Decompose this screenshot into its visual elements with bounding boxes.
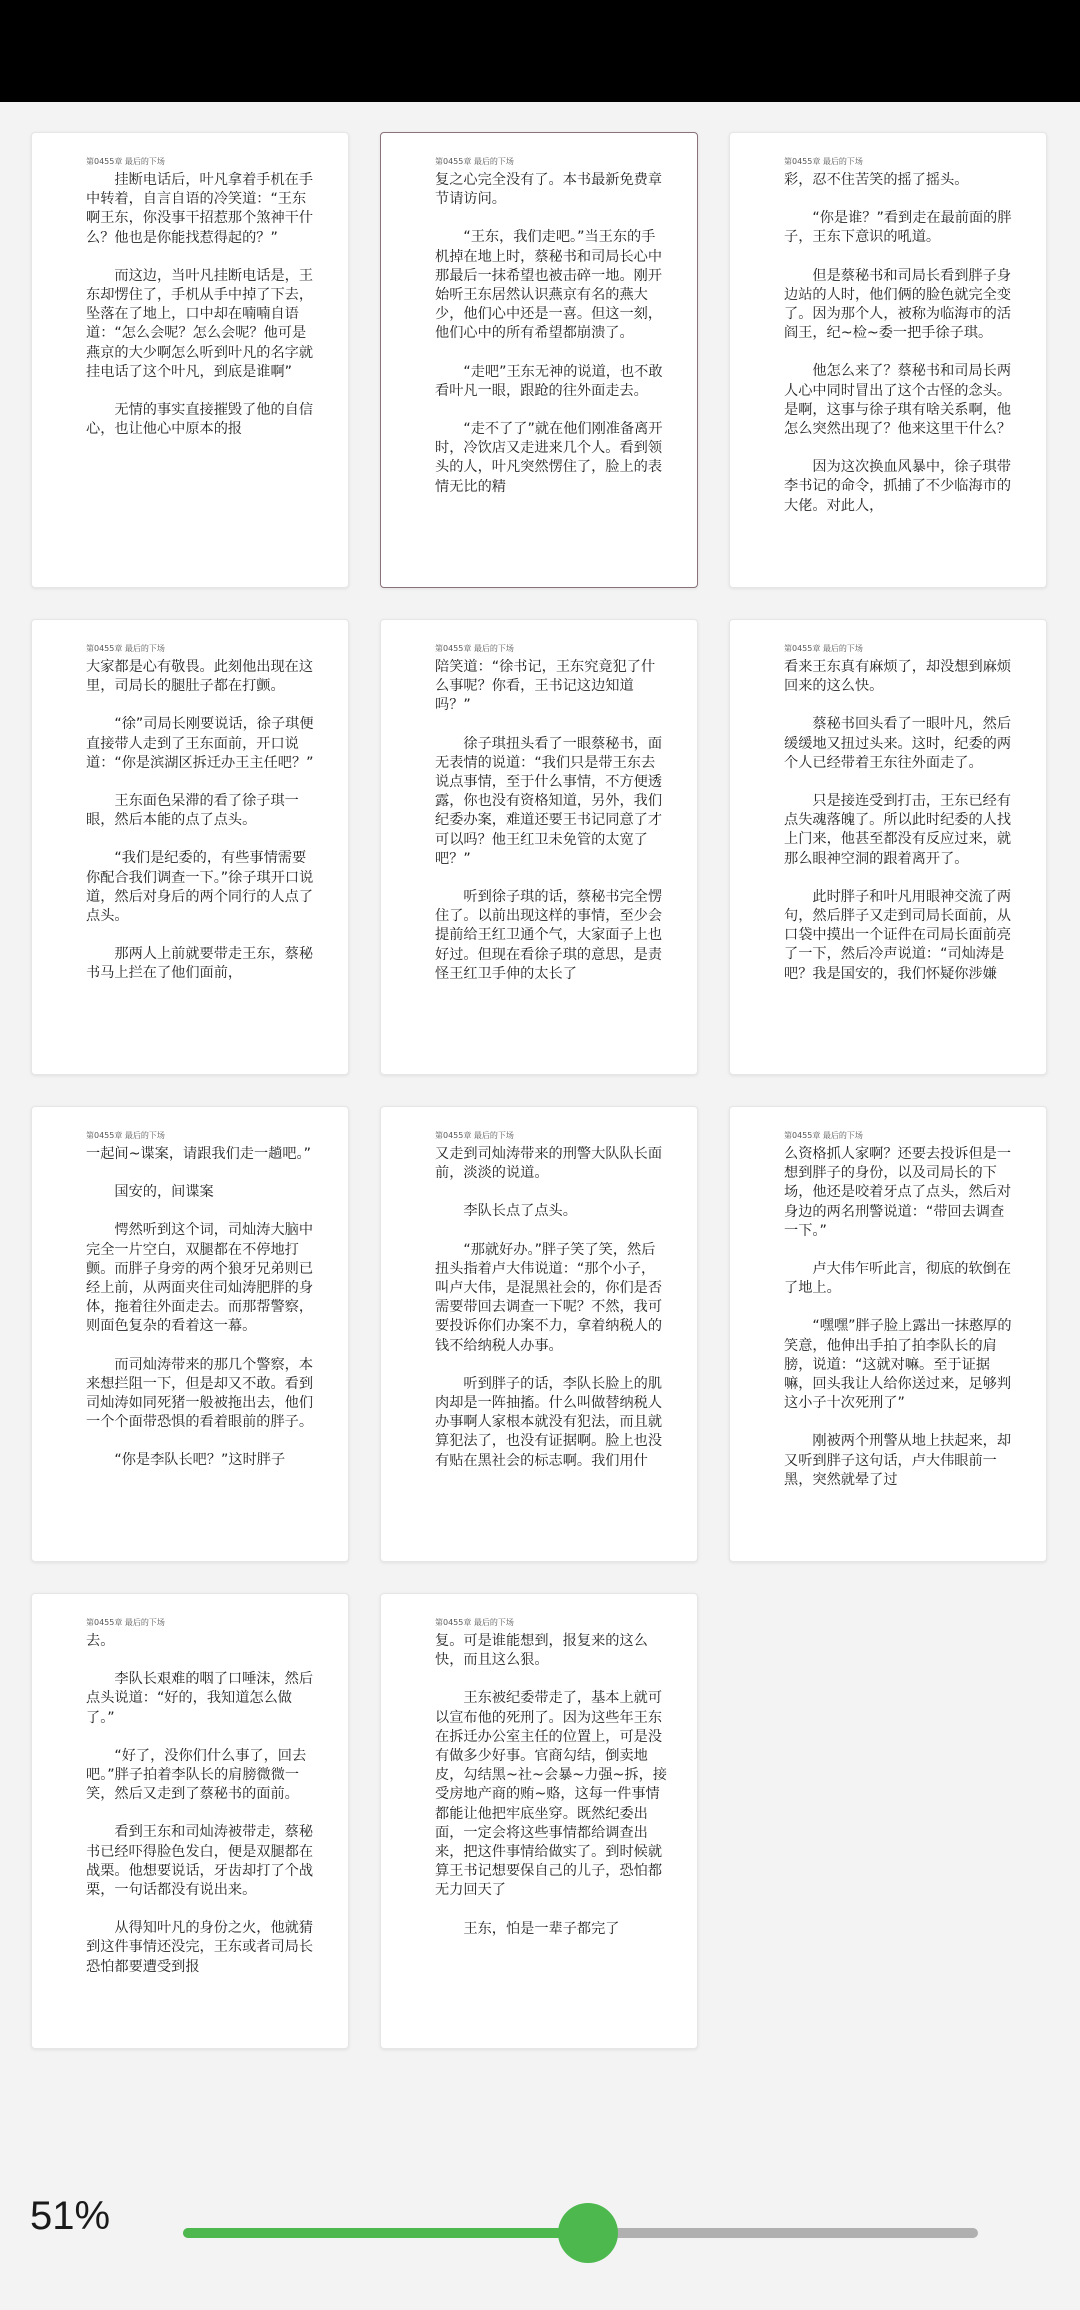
chapter-header: 第0455章 最后的下场 <box>435 1131 514 1140</box>
paragraph: 而司灿涛带来的那几个警察，本来想拦阻一下，但是却又不敢。看到司灿涛如同死猪一般被拖出去，他们一个个面带恐惧的看着眼前的胖子。 <box>86 1356 314 1431</box>
paragraph: 王东面色呆滞的看了徐子琪一眼，然后本能的点了点头。 <box>86 793 299 829</box>
paragraph: 王东，怕是一辈子都完了 <box>463 1920 620 1937</box>
paragraph: 又走到司灿涛带来的刑警大队队长面前，淡淡的说道。 <box>435 1146 663 1182</box>
page-thumbnail[interactable] <box>380 1106 698 1562</box>
page-thumbnail[interactable] <box>31 1593 349 2049</box>
paragraph: “你是李队长吧？”这时胖子 <box>114 1452 286 1469</box>
chapter-header: 第0455章 最后的下场 <box>86 644 165 653</box>
chapter-header: 第0455章 最后的下场 <box>435 157 514 166</box>
paragraph: “你是谁？”看到走在最前面的胖子，王东下意识的吼道。 <box>784 210 1012 246</box>
page-text <box>784 171 1016 579</box>
paragraph: 卢大伟乍听此言，彻底的软倒在了地上。 <box>784 1261 1012 1297</box>
page-text <box>784 658 1016 1066</box>
paragraph: 李队长艰难的咽了口唾沫，然后点头说道：“好的，我知道怎么做了。” <box>86 1671 314 1726</box>
paragraph: 从得知叶凡的身份之火，他就猜到这件事情还没完，王东或者司局长恐怕都要遭受到报 <box>86 1920 314 1975</box>
paragraph: “走吧”王东无神的说道，也不敢看叶凡一眼，跟跄的往外面走去。 <box>435 363 663 399</box>
paragraph: “徐”司局长刚要说话，徐子琪便直接带人走到了王东面前，开口说道：“你是滨湖区拆迁办王主任吧？” <box>86 716 314 771</box>
paragraph: 陪笑道：“徐书记，王东究竟犯了什么事呢？你看，王书记这边知道吗？” <box>435 659 656 714</box>
paragraph: 李队长点了点头。 <box>463 1203 577 1220</box>
paragraph: 彩，忍不住苦笑的摇了摇头。 <box>784 172 969 188</box>
page-text <box>86 171 318 579</box>
page-thumbnail[interactable] <box>380 619 698 1075</box>
paragraph: 国安的，间谍案 <box>114 1184 214 1201</box>
paragraph: “嘿嘿”胖子脸上露出一抹憨厚的笑意，他伸出手拍了拍李队长的肩膀，说道：“这就对嘛。至于证据嘛，回头我让人给你送过来，足够判这小子十次死刑了” <box>784 1318 1012 1412</box>
page-thumbnail[interactable] <box>380 1593 698 2049</box>
paragraph: “那就好办。”胖子笑了笑，然后扭头指着卢大伟说道：“那个小子，叫卢大伟，是混黑社会的，你们是否需要带回去调查一下呢？不然，我可要投诉你们办案不力，拿着纳税人的钱不给纳税人办事。 <box>435 1241 663 1354</box>
chapter-header: 第0455章 最后的下场 <box>784 644 863 653</box>
progress-slider-fill <box>183 2228 588 2238</box>
chapter-header: 第0455章 最后的下场 <box>86 157 165 166</box>
paragraph: 刚被两个刑警从地上扶起来，却又听到胖子这句话，卢大伟眼前一黑，突然就晕了过 <box>784 1433 1012 1488</box>
paragraph: 徐子琪扭头看了一眼蔡秘书，面无表情的说道：“我们只是带王东去说点事情，至于什么事情，不方便透露，你也没有资格知道，另外，我们纪委办案，难道还要王书记同意了才可以吗？他王红卫未免管的太宽了吧？” <box>435 735 663 867</box>
page-thumbnail[interactable] <box>31 132 349 588</box>
page-thumbnail[interactable] <box>729 619 1047 1075</box>
paragraph: 挂断电话后，叶凡拿着手机在手中转着，自言自语的冷笑道：“王东啊王东，你没事干招惹那个煞神干什么？他也是你能找惹得起的？” <box>86 172 314 246</box>
chapter-header: 第0455章 最后的下场 <box>86 1131 165 1140</box>
paragraph: 因为这次换血风暴中，徐子琪带李书记的命令，抓捕了不少临海市的大佬。对此人， <box>784 459 1012 514</box>
status-bar-area <box>0 0 1080 102</box>
paragraph: “好了，没你们什么事了，回去吧。”胖子拍着李队长的肩膀微微一笑，然后又走到了蔡秘书的面前。 <box>86 1747 307 1803</box>
paragraph: 蔡秘书回头看了一眼叶凡，然后缓缓地又扭过头来。这时，纪委的两个人已经带着王东往外面走了。 <box>784 716 1012 771</box>
page-text <box>435 1632 667 2040</box>
page-text <box>435 171 667 579</box>
paragraph: 看来王东真有麻烦了，却没想到麻烦回来的这么快。 <box>784 659 1012 695</box>
paragraph: 去。 <box>86 1633 115 1649</box>
progress-slider-thumb[interactable] <box>558 2203 618 2263</box>
paragraph: 么资格抓人家啊？还要去投诉但是一想到胖子的身份，以及司局长的下场，他还是咬着牙点了点头，然后对身边的两名刑警说道：“带回去调查一下。” <box>784 1146 1012 1239</box>
paragraph: 复之心完全没有了。本书最新免费章节请访问。 <box>435 172 663 208</box>
paragraph: 他怎么来了？蔡秘书和司局长两人心中同时冒出了这个古怪的念头。是啊，这事与徐子琪有啥关系啊，他怎么突然出现了？他来这里干什么？ <box>784 363 1012 438</box>
paragraph: “我们是纪委的，有些事情需要你配合我们调查一下。”徐子琪开口说道，然后对身后的两个同行的人点了点头。 <box>86 850 314 925</box>
paragraph: 此时胖子和叶凡用眼神交流了两句，然后胖子又走到司局长面前，从口袋中摸出一个证件在司局长面前亮了一下，然后冷声说道：“司灿涛是吧？我是国安的，我们怀疑你涉嫌 <box>784 888 1012 982</box>
chapter-header: 第0455章 最后的下场 <box>86 1618 165 1627</box>
page-thumbnail[interactable] <box>31 1106 349 1562</box>
paragraph: “走不了了”就在他们刚准备离开时，冷饮店又走进来几个人。看到领头的人，叶凡突然愣住了，脸上的表情无比的精 <box>435 421 663 495</box>
page-text <box>435 658 667 1066</box>
page-text <box>86 1632 318 2040</box>
page-text <box>435 1145 667 1553</box>
page-thumbnail[interactable] <box>31 619 349 1075</box>
page-text <box>86 1145 318 1553</box>
paragraph: 那两人上前就要带走王东，蔡秘书马上拦在了他们面前， <box>86 946 314 982</box>
paragraph: 愕然听到这个词，司灿涛大脑中完全一片空白，双腿都在不停地打颤。而胖子身旁的两个狼牙兄弟则已经上前，从两面夹住司灿涛肥胖的身体，拖着往外面走去。而那帮警察，则面色复杂的看着这一幕。 <box>86 1222 314 1335</box>
paragraph: 复。可是谁能想到，报复来的这么快，而且这么狠。 <box>435 1633 648 1669</box>
paragraph: 王东被纪委带走了，基本上就可以宣布他的死刑了。因为这些年王东在拆迁办公室主任的位置上，可是没有做多少好事。官商勾结，倒卖地皮，勾结黑~社~会暴~力强~拆，接受房地产商的贿~赂，这每一件事情都能让他把牢底坐穿。既然纪委出面，一定会将这些事情都给调查出来，把这件事情给做实了。到时候就算王书记想要保自己的儿子，恐怕都无力回天了 <box>435 1690 667 1899</box>
chapter-header: 第0455章 最后的下场 <box>435 1618 514 1627</box>
page-thumbnail[interactable] <box>729 1106 1047 1562</box>
paragraph: 一起间~谍案，请跟我们走一趟吧。” <box>86 1146 311 1162</box>
progress-footer <box>0 2170 1080 2290</box>
paragraph: 听到徐子琪的话，蔡秘书完全愣住了。以前出现这样的事情，至少会提前给王红卫通个气，大家面子上也好过。但现在看徐子琪的意思，是责怪王红卫手伸的太长了 <box>435 889 663 982</box>
paragraph: “王东，我们走吧。”当王东的手机掉在地上时，蔡秘书和司局长心中那最后一抹希望也被击碎一地。刚开始听王东居然认识燕京有名的燕大少，他们心中还是一喜。但这一刻，他们心中的所有希望都崩溃了。 <box>435 229 663 342</box>
page-thumbnail[interactable] <box>380 132 698 588</box>
chapter-header: 第0455章 最后的下场 <box>784 1131 863 1140</box>
paragraph: 大家都是心有敬畏。此刻他出现在这里，司局长的腿肚子都在打颤。 <box>86 659 314 695</box>
progress-slider[interactable] <box>183 2228 978 2238</box>
paragraph: 听到胖子的话，李队长脸上的肌肉却是一阵抽搐。什么叫做替纳税人办事啊人家根本就没有犯法，而且就算犯法了，也没有证据啊。脸上也没有贴在黑社会的标志啊。我们用什 <box>435 1375 663 1469</box>
page-text <box>86 658 318 1066</box>
paragraph: 但是蔡秘书和司局长看到胖子身边站的人时，他们俩的脸色就完全变了。因为那个人，被称为临海市的活阎王，纪~检~委一把手徐子琪。 <box>784 267 1012 342</box>
paragraph: 只是接连受到打击，王东已经有点失魂落魄了。所以此时纪委的人找上门来，他甚至都没有反应过来，就那么眼神空洞的跟着离开了。 <box>784 793 1012 867</box>
progress-percent-label: 51% <box>30 2194 111 2238</box>
paragraph: 看到王东和司灿涛被带走，蔡秘书已经吓得脸色发白，便是双腿都在战栗。他想要说话，牙齿却打了个战栗，一句话都没有说出来。 <box>86 1824 314 1899</box>
paragraph: 而这边，当叶凡挂断电话是，王东却愣住了，手机从手中掉了下去，坠落在了地上，口中却在喃喃自语道：“怎么会呢？怎么会呢？他可是燕京的大少啊怎么听到叶凡的名字就挂电话了这个叶凡，到底是谁啊” <box>86 267 314 380</box>
paragraph: 无情的事实直接摧毁了他的自信心，也让他心中原本的报 <box>86 402 314 438</box>
chapter-header: 第0455章 最后的下场 <box>435 644 514 653</box>
page-text <box>784 1145 1016 1553</box>
page-thumbnail[interactable] <box>729 132 1047 588</box>
chapter-header: 第0455章 最后的下场 <box>784 157 863 166</box>
